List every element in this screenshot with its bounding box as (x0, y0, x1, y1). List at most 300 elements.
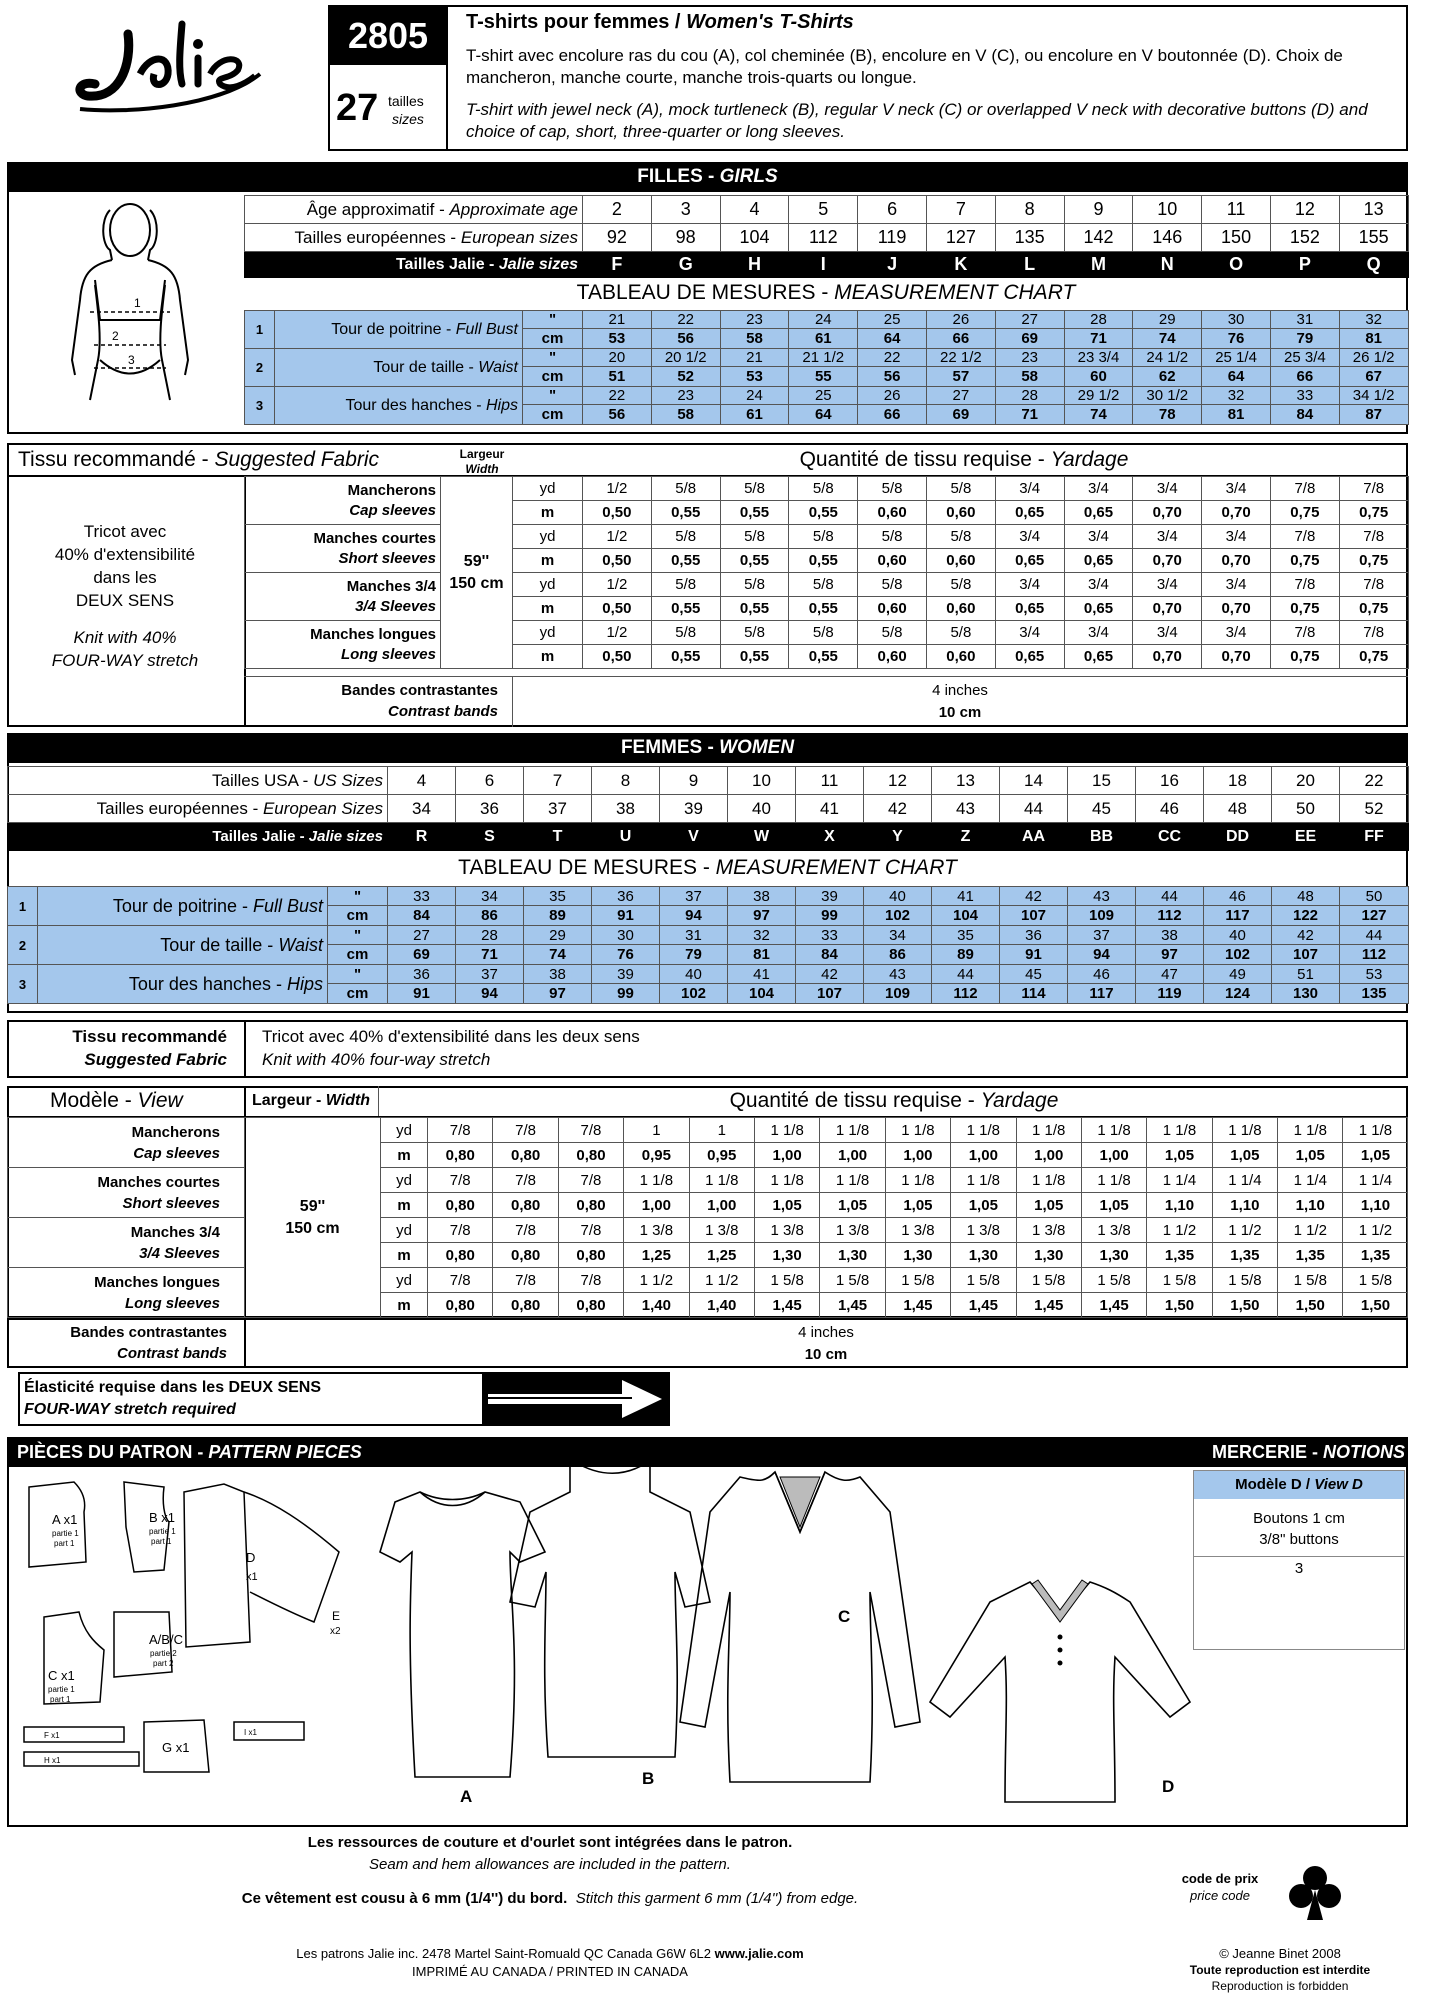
piece-c-part-en: part 1 (50, 1695, 71, 1704)
unit-cm: cm (328, 906, 388, 926)
yd-cell: 1 1/2 (1147, 1218, 1212, 1243)
club-icon (1285, 1862, 1345, 1922)
size-cell: 36 (456, 795, 524, 823)
women-bar-en: WOMEN (719, 737, 795, 758)
divider (244, 1020, 246, 1078)
inch-cell: 40 (864, 887, 932, 906)
m-cell: 0,70 (1133, 549, 1202, 573)
yd-cell: 3/4 (1202, 477, 1271, 501)
inch-cell: 37 (660, 887, 728, 906)
cm-cell: 84 (796, 945, 864, 965)
inch-cell: 50 (1340, 887, 1409, 906)
address-text: Les patrons Jalie inc. 2478 Martel Saint-Romuald QC Canada G6W 6L2 (296, 1946, 715, 1961)
yardage-row (245, 525, 1409, 549)
yd-cell: 3/4 (1064, 477, 1133, 501)
m-cell: 1,00 (1081, 1143, 1146, 1168)
yd-cell: 1 5/8 (1212, 1268, 1277, 1293)
view-label-fr: Mancherons (131, 1123, 220, 1141)
cm-cell: 81 (728, 945, 796, 965)
cm-cell: 79 (1270, 329, 1339, 349)
cm-cell: 112 (932, 984, 1000, 1004)
inch-cell: 28 (456, 926, 524, 945)
cm-cell: 57 (926, 367, 995, 387)
inch-cell: 30 1/2 (1133, 387, 1202, 405)
inch-cell: 26 (858, 387, 927, 405)
inch-cell: 34 (456, 887, 524, 906)
size-cell: EE (1272, 823, 1340, 851)
inch-cell: 49 (1204, 965, 1272, 984)
size-cell: 22 (1340, 767, 1409, 795)
unit-cm: cm (328, 984, 388, 1004)
yd-cell: 7/8 (1270, 525, 1339, 549)
m-cell: 0,50 (583, 645, 652, 669)
unit-inch: " (523, 387, 583, 405)
inch-cell: 51 (1272, 965, 1340, 984)
piece-a-part: partie 1 (52, 1529, 79, 1538)
inch-cell: 29 (524, 926, 592, 945)
divider (244, 676, 1408, 677)
girls-age-row (245, 196, 1409, 224)
yd-cell: 7/8 (428, 1118, 493, 1143)
jalie-size-cell: O (1202, 252, 1271, 278)
m-cell: 1,35 (1278, 1243, 1343, 1268)
m-cell: 1,25 (624, 1243, 689, 1268)
header-description-box (446, 5, 1408, 151)
m-cell: 1,00 (754, 1143, 819, 1168)
m-cell: 1,45 (820, 1293, 885, 1318)
cm-cell: 109 (1068, 906, 1136, 926)
cm-cell: 69 (926, 405, 995, 425)
unit-yd: yd (381, 1218, 428, 1243)
yd-cell: 5/8 (720, 477, 789, 501)
bands-in: 4 inches (798, 1324, 854, 1341)
yd-cell: 1 1/2 (624, 1268, 689, 1293)
view-label-fr: Manches longues (310, 625, 436, 643)
yd-cell: 1 1/8 (1147, 1118, 1212, 1143)
cm-cell: 61 (789, 329, 858, 349)
size-cell: 13 (932, 767, 1000, 795)
measurement-label-fr: Tour de taille - (373, 358, 479, 376)
size-label-en: US Sizes (313, 770, 383, 790)
m-cell: 1,50 (1343, 1293, 1408, 1318)
yd-cell: 7/8 (428, 1268, 493, 1293)
cm-cell: 53 (583, 329, 652, 349)
unit-inch: " (328, 965, 388, 984)
inch-cell: 20 1/2 (651, 349, 720, 367)
inch-cell: 22 (583, 387, 652, 405)
inch-cell: 24 1/2 (1133, 349, 1202, 367)
women-sizes-table (7, 766, 1409, 851)
inch-cell: 38 (728, 887, 796, 906)
width-fr: Largeur (459, 447, 505, 461)
cm-cell: 69 (388, 945, 456, 965)
view-label (8, 1268, 245, 1318)
cm-cell: 61 (720, 405, 789, 425)
girls-jalie-row (245, 252, 1409, 278)
unit-yd: yd (381, 1118, 428, 1143)
measurement-row (8, 965, 1409, 984)
measurement-label-en: Full Bust (455, 320, 518, 338)
size-label (8, 823, 388, 851)
cm-cell: 102 (660, 984, 728, 1004)
jalie-label (245, 252, 583, 278)
m-cell: 0,60 (858, 501, 927, 525)
m-cell: 0,65 (1064, 597, 1133, 621)
size-cell: 44 (1000, 795, 1068, 823)
inch-cell: 24 (720, 387, 789, 405)
inch-cell: 25 3/4 (1270, 349, 1339, 367)
website-link[interactable]: www.jalie.com (714, 1946, 804, 1961)
cm-cell: 114 (1000, 984, 1068, 1004)
m-cell: 1,50 (1147, 1293, 1212, 1318)
view-label (245, 621, 441, 669)
size-cell: 7 (524, 767, 592, 795)
unit-cm: cm (328, 945, 388, 965)
view-c-label: C (838, 1607, 851, 1626)
yd-cell: 1 1/8 (820, 1118, 885, 1143)
inch-cell: 28 (1064, 311, 1133, 329)
m-cell: 0,80 (493, 1293, 558, 1318)
m-cell: 1,10 (1343, 1193, 1408, 1218)
inch-cell: 43 (864, 965, 932, 984)
inch-cell: 23 (720, 311, 789, 329)
inch-cell: 36 (1000, 926, 1068, 945)
m-cell: 1,00 (689, 1193, 754, 1218)
unit-cm: cm (523, 367, 583, 387)
measurement-label-fr: Tour des hanches - (345, 396, 486, 414)
inch-cell: 33 (388, 887, 456, 906)
cm-cell: 66 (1270, 367, 1339, 387)
euro-cell: 142 (1064, 224, 1133, 252)
fabric-width (245, 1118, 381, 1318)
measurement-label-fr: Tour de taille - (160, 934, 279, 955)
girls-width-header (452, 447, 512, 477)
size-label-en: Jalie sizes (308, 828, 383, 845)
size-label (8, 767, 388, 795)
yd-cell: 7/8 (558, 1218, 623, 1243)
unit-m: m (381, 1193, 428, 1218)
view-label (245, 573, 441, 621)
pattern-pieces-diagram (14, 1472, 359, 1822)
fabric-title-en: Suggested Fabric (214, 448, 380, 471)
yd-cell: 1 1/8 (951, 1118, 1016, 1143)
m-cell: 0,75 (1339, 549, 1408, 573)
yd-cell: 7/8 (1339, 621, 1408, 645)
girls-bar (7, 162, 1408, 192)
inch-cell: 25 (789, 387, 858, 405)
inch-cell: 23 (651, 387, 720, 405)
inch-cell: 33 (1270, 387, 1339, 405)
view-label-en: Long sleeves (124, 1294, 220, 1312)
cm-cell: 89 (932, 945, 1000, 965)
girls-yardage-table (244, 476, 1409, 669)
stretch-en: FOUR-WAY stretch required (24, 1401, 236, 1418)
age-label-en: Approximate age (449, 199, 578, 219)
m-cell: 1,00 (1016, 1143, 1081, 1168)
yardage-title-en: Yardage (1050, 448, 1129, 471)
measurement-label (275, 387, 523, 425)
cm-cell: 84 (1270, 405, 1339, 425)
m-cell: 1,30 (885, 1243, 950, 1268)
notions-title-en: NOTIONS (1322, 1442, 1405, 1462)
girls-bands-value (512, 680, 1408, 724)
inch-cell: 20 (583, 349, 652, 367)
measurement-label (38, 926, 328, 965)
size-cell: 50 (1272, 795, 1340, 823)
fabric-line: Knit with 40% (73, 628, 177, 647)
jalie-size-cell: M (1064, 252, 1133, 278)
yd-cell: 5/8 (720, 573, 789, 597)
cm-cell: 135 (1340, 984, 1409, 1004)
m-cell: 0,75 (1270, 549, 1339, 573)
m-cell: 0,55 (720, 645, 789, 669)
inch-cell: 22 (858, 349, 927, 367)
m-cell: 1,35 (1343, 1243, 1408, 1268)
yd-cell: 1 3/8 (885, 1218, 950, 1243)
yardage-row (245, 477, 1409, 501)
yd-cell: 3/4 (1133, 573, 1202, 597)
bands-cm: 10 cm (804, 1346, 848, 1363)
yd-cell: 1 1/8 (1278, 1118, 1343, 1143)
inch-cell: 24 (789, 311, 858, 329)
yd-cell: 1 5/8 (1147, 1268, 1212, 1293)
yd-cell: 1 1/8 (1081, 1168, 1146, 1193)
girls-fabric-description (10, 520, 240, 672)
measurement-row (8, 887, 1409, 906)
m-cell: 0,55 (720, 597, 789, 621)
size-cell: 46 (1136, 795, 1204, 823)
yd-cell: 7/8 (493, 1168, 558, 1193)
m-cell: 1,05 (1212, 1143, 1277, 1168)
m-cell: 1,45 (951, 1293, 1016, 1318)
view-label-en: Cap sleeves (133, 1144, 220, 1162)
cm-cell: 76 (592, 945, 660, 965)
view-label (245, 525, 441, 573)
inch-cell: 40 (660, 965, 728, 984)
size-cell: 45 (1068, 795, 1136, 823)
yd-cell: 5/8 (651, 573, 720, 597)
bands-en: Contrast bands (387, 703, 498, 720)
size-cell: 40 (728, 795, 796, 823)
euro-cell: 92 (583, 224, 652, 252)
seam-allowance-en: Seam and hem allowances are included in the pattern. (369, 1856, 731, 1873)
cm-cell: 112 (1136, 906, 1204, 926)
fabric-desc-en: Knit with 40% four-way stretch (262, 1050, 491, 1069)
inch-cell: 37 (456, 965, 524, 984)
piece-a-label: A x1 (52, 1512, 78, 1527)
inch-cell: 21 (583, 311, 652, 329)
cm-cell: 104 (728, 984, 796, 1004)
size-cell: 9 (660, 767, 728, 795)
women-size-row (8, 795, 1409, 823)
yd-cell: 5/8 (926, 525, 995, 549)
measurement-row (245, 387, 1409, 405)
euro-cell: 104 (720, 224, 789, 252)
svg-text:1: 1 (134, 296, 141, 310)
fabric-line: dans les (93, 568, 157, 587)
age-cell: 2 (583, 196, 652, 224)
unit-yd: yd (381, 1168, 428, 1193)
yd-cell: 7/8 (558, 1118, 623, 1143)
m-cell: 0,80 (493, 1143, 558, 1168)
inch-cell: 32 (1339, 311, 1408, 329)
view-d-label: D (1162, 1777, 1175, 1796)
measurement-label-en: Waist (278, 934, 323, 955)
girl-figure-illustration (50, 200, 210, 420)
yd-cell: 3/4 (1133, 621, 1202, 645)
cm-cell: 52 (651, 367, 720, 387)
pattern-number-box (328, 5, 448, 151)
inch-cell: 38 (524, 965, 592, 984)
cm-cell: 76 (1202, 329, 1271, 349)
m-cell: 0,80 (558, 1293, 623, 1318)
yd-cell: 3/4 (1133, 525, 1202, 549)
m-cell: 0,75 (1339, 645, 1408, 669)
euro-cell: 112 (789, 224, 858, 252)
inch-cell: 39 (796, 887, 864, 906)
yd-cell: 1 3/8 (1081, 1218, 1146, 1243)
size-cell: AA (1000, 823, 1068, 851)
yardage-row (245, 573, 1409, 597)
m-cell: 0,60 (858, 549, 927, 573)
euro-cell: 98 (651, 224, 720, 252)
m-cell: 0,60 (858, 597, 927, 621)
yd-cell: 7/8 (493, 1218, 558, 1243)
m-cell: 0,75 (1270, 645, 1339, 669)
yd-cell: 1 3/8 (820, 1218, 885, 1243)
chart-title-fr: TABLEAU DE MESURES - (458, 856, 716, 879)
cm-cell: 107 (1000, 906, 1068, 926)
notions-title (1200, 1437, 1405, 1467)
measurement-row (245, 311, 1409, 329)
women-size-row (8, 767, 1409, 795)
view-label-en: Short sleeves (122, 1194, 220, 1212)
m-cell: 1,05 (1016, 1193, 1081, 1218)
size-cell: 11 (796, 767, 864, 795)
cm-cell: 71 (1064, 329, 1133, 349)
age-cell: 8 (995, 196, 1064, 224)
yd-cell: 7/8 (428, 1168, 493, 1193)
inch-cell: 27 (388, 926, 456, 945)
size-cell: 43 (932, 795, 1000, 823)
m-cell: 1,45 (1016, 1293, 1081, 1318)
size-cell: U (592, 823, 660, 851)
piece-g-label: G x1 (162, 1740, 190, 1755)
view-label-en: Cap sleeves (349, 501, 436, 519)
inch-cell: 36 (388, 965, 456, 984)
cm-cell: 102 (1204, 945, 1272, 965)
buttons-en: 3/8" buttons (1259, 1531, 1339, 1548)
size-cell: FF (1340, 823, 1409, 851)
women-view-title (50, 1089, 183, 1113)
m-cell: 1,10 (1212, 1193, 1277, 1218)
m-cell: 0,70 (1133, 645, 1202, 669)
yd-cell: 1 1/8 (1016, 1118, 1081, 1143)
yd-cell: 7/8 (558, 1168, 623, 1193)
description-en: T-shirt with jewel neck (A), mock turtleneck (B), regular V neck (C) or overlapped V neck with decorative buttons (D) and choice of cap, short, three-quarter or long sleeves. (466, 100, 1368, 141)
view-title-en: View (137, 1089, 183, 1112)
yd-cell: 1 1/8 (1016, 1168, 1081, 1193)
m-cell: 0,70 (1202, 645, 1271, 669)
copyright: © Jeanne Binet 2008 (1219, 1946, 1341, 1961)
inch-cell: 29 (1133, 311, 1202, 329)
size-cell: Y (864, 823, 932, 851)
inch-cell: 35 (524, 887, 592, 906)
cm-cell: 117 (1204, 906, 1272, 926)
inch-cell: 25 (858, 311, 927, 329)
m-cell: 0,65 (1064, 645, 1133, 669)
m-cell: 1,05 (951, 1193, 1016, 1218)
yd-cell: 1 1/8 (754, 1118, 819, 1143)
yd-cell: 1/2 (583, 573, 652, 597)
size-cell: 20 (1272, 767, 1340, 795)
size-label-en: European Sizes (262, 798, 383, 818)
cm-cell: 62 (1133, 367, 1202, 387)
view-label-en: Long sleeves (340, 645, 436, 663)
measurement-number: 1 (8, 887, 38, 926)
size-cell: 48 (1204, 795, 1272, 823)
girls-yardage-title (520, 448, 1408, 472)
girls-sizes-table (244, 195, 1409, 278)
girls-euro-row (245, 224, 1409, 252)
cm-cell: 58 (720, 329, 789, 349)
inch-cell: 21 1/2 (789, 349, 858, 367)
m-cell: 0,55 (651, 597, 720, 621)
yd-cell: 7/8 (493, 1268, 558, 1293)
piece-c-part: partie 1 (48, 1685, 75, 1694)
inch-cell: 31 (1270, 311, 1339, 329)
cm-cell: 87 (1339, 405, 1408, 425)
yd-cell: 1 3/8 (689, 1218, 754, 1243)
divider (1194, 1556, 1404, 1557)
yd-cell: 1 5/8 (1343, 1268, 1408, 1293)
size-cell: 34 (388, 795, 456, 823)
cm-cell: 55 (789, 367, 858, 387)
inch-cell: 25 1/4 (1202, 349, 1271, 367)
yd-cell: 1 1/4 (1212, 1168, 1277, 1193)
euro-cell: 155 (1339, 224, 1408, 252)
notions-buttons (1194, 1508, 1404, 1550)
width-cm: 150 cm (285, 1219, 340, 1237)
m-cell: 1,05 (1081, 1193, 1146, 1218)
unit-m: m (381, 1143, 428, 1168)
printed-in: IMPRIMÉ AU CANADA / PRINTED IN CANADA (412, 1964, 688, 1979)
m-cell: 0,65 (995, 501, 1064, 525)
cm-cell: 81 (1339, 329, 1408, 349)
m-cell: 0,70 (1133, 597, 1202, 621)
m-cell: 0,55 (651, 501, 720, 525)
measurement-label-en: Hips (485, 396, 518, 414)
m-cell: 0,60 (926, 597, 995, 621)
yd-cell: 3/4 (1064, 525, 1133, 549)
title-fr: T-shirts pour femmes / (466, 11, 687, 33)
inch-cell: 30 (592, 926, 660, 945)
pattern-number: 2805 (330, 7, 446, 65)
measurement-label-fr: Tour de poitrine - (331, 320, 456, 338)
cm-cell: 89 (524, 906, 592, 926)
yd-cell: 1 5/8 (1016, 1268, 1081, 1293)
size-cell: CC (1136, 823, 1204, 851)
age-cell: 11 (1202, 196, 1271, 224)
measurement-label-fr: Tour des hanches - (128, 973, 287, 994)
stretch-arrow-icon (482, 1372, 670, 1426)
m-cell: 0,80 (493, 1193, 558, 1218)
yardage-title-fr: Quantité de tissu requise - (729, 1089, 981, 1112)
m-cell: 0,80 (428, 1243, 493, 1268)
m-cell: 1,35 (1147, 1243, 1212, 1268)
unit-inch: " (328, 887, 388, 906)
yd-cell: 5/8 (858, 621, 927, 645)
